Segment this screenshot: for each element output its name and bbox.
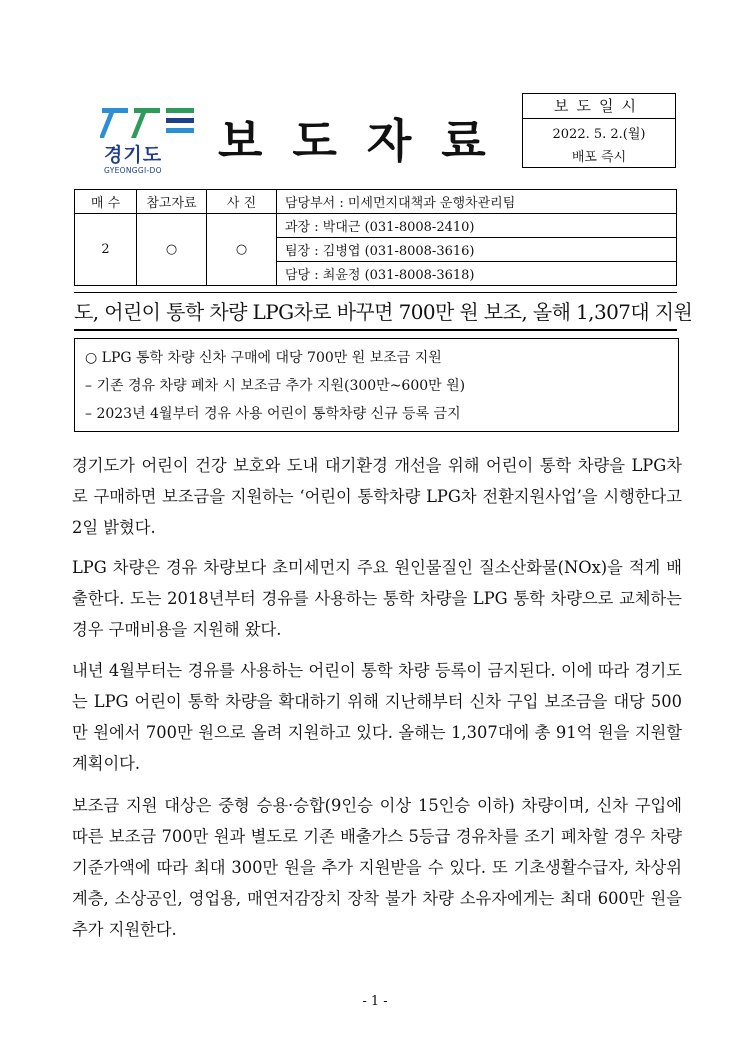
- logo-name: 경기도: [104, 144, 163, 166]
- body-paragraph: 내년 4월부터는 경유를 사용하는 어린이 통학 차량 등록이 금지된다. 이에 따라 경기도는 LPG 어린이 통학 차량을 확대하기 위해 지난해부터 신차 구입 보조금을 대당 500만 원에서 700만 원으로 올려 지원하고 있다. 올해는 1,307대에 총 91억 원을 지원할 계획이다.: [72, 661, 682, 773]
- page-number: - 1 -: [362, 994, 388, 1009]
- release-note: 배포 즉시: [571, 150, 627, 165]
- body-paragraph: LPG 차량은 경유 차량보다 초미세먼지 주요 원인물질인 질소산화물(NOx)을 적게 배출한다. 도는 2018년부터 경유를 사용하는 통학 차량을 LPG 통학 차량으로 교체하는 경우 구매비용을 지원해 왔다.: [72, 558, 682, 639]
- header-photo: 사 진: [207, 190, 277, 214]
- body-paragraph: 보조금 지원 대상은 중형 승용·승합(9인승 이상 15인승 이하) 차량이며, 신차 구입에 따른 보조금 700만 원과 별도로 기존 배출가스 5등급 경유차를 조기 폐차할 경우 차량 기준가액에 따라 최대 300만 원을 추가 지원받을 수 있다. 또 기초생활수급자, 차상위계층, 소상공인, 영업용, 매연저감장치 장착 불가 차량 소유자에게는 최대 600만 원을 추가 지원한다.: [72, 796, 682, 939]
- release-date: 2022. 5. 2.(월): [552, 127, 646, 142]
- document-title: 보도자료: [218, 114, 516, 168]
- summary-line: – 기존 경유 차량 폐차 시 보조금 추가 지원(300만~600만 원): [85, 378, 466, 394]
- headline: 도, 어린이 통학 차량 LPG차로 바꾸면 700만 원 보조, 올해 1,307대 지원: [74, 292, 677, 331]
- summary-box: [74, 338, 679, 432]
- contact-staff: 담당 : 최윤정 (031-8008-3618): [277, 262, 677, 286]
- logo-sub: GYEONGGI-DO: [104, 166, 162, 175]
- contact-manager: 과장 : 박대근 (031-8008-2410): [277, 214, 677, 238]
- header-reference: 참고자료: [137, 190, 207, 214]
- header-pages: 매 수: [75, 190, 137, 214]
- body-paragraph: 경기도가 어린이 건강 보호와 도내 대기환경 개선을 위해 어린이 통학 차량을 LPG차로 구매하면 보조금을 지원하는 ‘어린이 통학차량 LPG차 전환지원사업’을 시행한다고 2일 밝혔다.: [72, 456, 682, 537]
- value-reference: ○: [137, 214, 207, 286]
- release-header: 보도일시: [523, 94, 675, 119]
- department: 담당부서 : 미세먼지대책과 운행차관리팀: [277, 190, 677, 214]
- info-table: [74, 189, 677, 286]
- contact-team-lead: 팀장 : 김병엽 (031-8008-3616): [277, 238, 677, 262]
- release-date-box: [522, 93, 676, 168]
- summary-line: ○ LPG 통학 차량 신차 구매에 대당 700만 원 보조금 지원: [85, 350, 442, 366]
- value-photo: ○: [207, 214, 277, 286]
- summary-line: – 2023년 4월부터 경유 사용 어린이 통학차량 신규 등록 금지: [85, 406, 461, 422]
- value-pages: 2: [75, 214, 137, 286]
